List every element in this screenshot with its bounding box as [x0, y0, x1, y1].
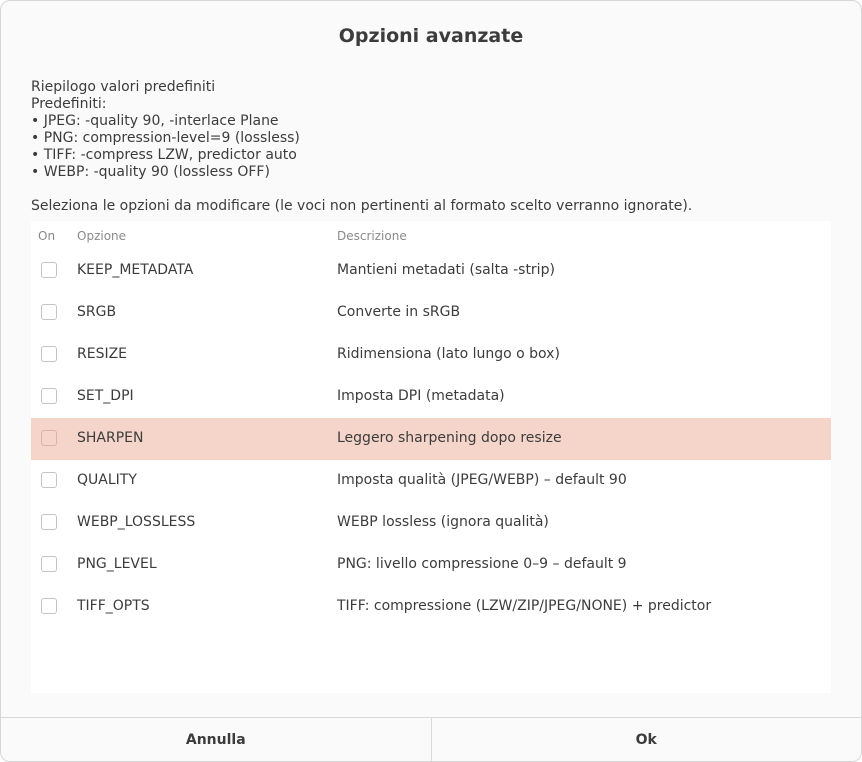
row-option-name: QUALITY — [77, 472, 137, 488]
row-option-name: SHARPEN — [77, 430, 144, 446]
table-row[interactable] — [31, 460, 831, 502]
row-option-name: RESIZE — [77, 346, 128, 362]
table-row[interactable] — [31, 544, 831, 586]
table-row[interactable] — [31, 292, 831, 334]
row-checkbox[interactable] — [41, 262, 57, 278]
row-checkbox[interactable] — [41, 346, 57, 362]
summary-line: • PNG: compression-level=9 (lossless) — [31, 130, 300, 146]
row-option-name: SRGB — [77, 304, 117, 320]
row-option-name: PNG_LEVEL — [77, 556, 157, 572]
table-header — [31, 221, 831, 250]
dialog-title: Opzioni avanzate — [338, 25, 524, 47]
table-row[interactable] — [31, 502, 831, 544]
row-checkbox[interactable] — [41, 388, 57, 404]
row-description: Imposta DPI (metadata) — [337, 388, 505, 404]
row-description: Mantieni metadati (salta -strip) — [337, 262, 555, 278]
row-checkbox[interactable] — [41, 514, 57, 530]
summary-line: • JPEG: -quality 90, -interlace Plane — [31, 113, 279, 129]
row-description: PNG: livello compressione 0–9 – default 9 — [337, 556, 627, 572]
instruction-text: Seleziona le opzioni da modificare (le voci non pertinenti al formato scelto verranno ignorate). — [31, 198, 693, 214]
summary-line: • TIFF: -compress LZW, predictor auto — [31, 147, 297, 163]
table-row[interactable] — [31, 334, 831, 376]
summary-line: Predefiniti: — [31, 96, 107, 112]
summary-line: Riepilogo valori predefiniti — [31, 79, 216, 95]
dialog-footer — [1, 717, 861, 762]
row-description: Imposta qualità (JPEG/WEBP) – default 90 — [337, 472, 627, 488]
defaults-summary — [31, 79, 300, 181]
row-option-name: WEBP_LOSSLESS — [77, 514, 196, 530]
header-option[interactable]: Opzione — [77, 229, 127, 243]
row-description: Leggero sharpening dopo resize — [337, 430, 562, 446]
ok-button[interactable]: Ok — [431, 718, 862, 762]
row-checkbox[interactable] — [41, 472, 57, 488]
row-description: WEBP lossless (ignora qualità) — [337, 514, 549, 530]
table-body — [31, 250, 831, 628]
row-option-name: KEEP_METADATA — [77, 262, 194, 278]
row-description: Converte in sRGB — [337, 304, 461, 320]
row-checkbox[interactable] — [41, 598, 57, 614]
table-row[interactable] — [31, 376, 831, 418]
header-description[interactable]: Descrizione — [337, 229, 407, 243]
header-on[interactable]: On — [38, 229, 56, 243]
row-option-name: SET_DPI — [77, 388, 134, 404]
cancel-button[interactable]: Annulla — [185, 732, 246, 748]
table-row[interactable] — [31, 418, 831, 460]
row-checkbox[interactable] — [41, 430, 57, 446]
row-option-name: TIFF_OPTS — [77, 598, 150, 614]
row-description: TIFF: compressione (LZW/ZIP/JPEG/NONE) + predictor — [337, 598, 712, 614]
options-table[interactable] — [31, 221, 831, 693]
table-row[interactable] — [31, 586, 831, 628]
row-description: Ridimensiona (lato lungo o box) — [337, 346, 560, 362]
row-checkbox[interactable] — [41, 304, 57, 320]
row-checkbox[interactable] — [41, 556, 57, 572]
summary-line: • WEBP: -quality 90 (lossless OFF) — [31, 164, 270, 180]
table-row[interactable] — [31, 250, 831, 292]
